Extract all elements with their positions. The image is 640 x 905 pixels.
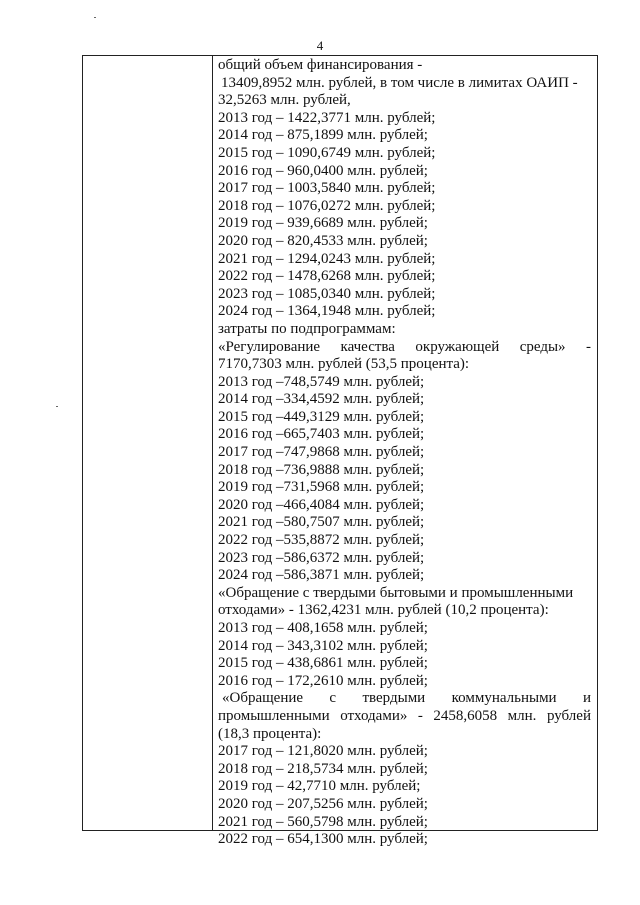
title-word: отходами»	[340, 707, 408, 724]
table-right-cell	[213, 56, 597, 848]
year-line: 2015 год – 1090,6749 млн. рублей;	[218, 144, 436, 161]
title-word: окружающей	[415, 338, 500, 355]
year-line: 2019 год – 42,7710 млн. рублей;	[218, 778, 421, 795]
title-word: с	[329, 690, 337, 707]
title-word: млн.	[507, 707, 537, 724]
title-word: твердыми	[362, 690, 426, 707]
year-line: 2020 год – 207,5256 млн. рублей;	[218, 795, 428, 812]
subprograms-heading: затраты по подпрограммам:	[218, 320, 396, 337]
title-word: «Обращение	[222, 690, 304, 707]
year-line: 2022 год – 1478,6268 млн. рублей;	[218, 268, 436, 285]
year-line: 2019 год – 939,6689 млн. рублей;	[218, 215, 428, 232]
document-table	[82, 55, 598, 848]
year-line: 2015 год –449,3129 млн. рублей;	[218, 408, 425, 425]
text-line: 32,5263 млн. рублей,	[218, 92, 351, 109]
year-line: 2018 год – 1076,0272 млн. рублей;	[218, 197, 436, 214]
year-line: 2018 год –736,9888 млн. рублей;	[218, 461, 425, 478]
page-number: 4	[316, 38, 324, 53]
year-line: 2023 год –586,6372 млн. рублей;	[218, 549, 425, 566]
table-left-cell	[83, 56, 212, 830]
year-line: 2022 год – 654,1300 млн. рублей;	[218, 831, 428, 848]
year-line: 2013 год – 1422,3771 млн. рублей;	[218, 109, 436, 126]
year-line: 2015 год – 438,6861 млн. рублей;	[218, 655, 428, 672]
year-line: 2014 год – 343,3102 млн. рублей;	[218, 637, 428, 654]
year-line: 2016 год –665,7403 млн. рублей;	[218, 426, 425, 443]
year-line: 2018 год – 218,5734 млн. рублей;	[218, 760, 428, 777]
year-line: 2013 год –748,5749 млн. рублей;	[218, 373, 425, 390]
subprogram-title: «Обращение с твердыми бытовыми и промышленными	[218, 584, 574, 601]
title-word: рублей	[546, 707, 591, 724]
title-word: 2458,6058	[433, 707, 498, 724]
text-line: 13409,8952 млн. рублей, в том числе в лимитах ОАИП -	[221, 74, 578, 91]
year-line: 2013 год – 408,1658 млн. рублей;	[218, 620, 428, 636]
year-line: 2024 год –586,3871 млн. рублей;	[218, 567, 425, 584]
year-line: 2014 год –334,4592 млн. рублей;	[218, 391, 425, 408]
year-line: 2022 год –535,8872 млн. рублей;	[218, 532, 425, 549]
subprogram-title	[218, 339, 591, 357]
subprogram-title	[218, 690, 591, 708]
title-word: -	[417, 707, 423, 724]
title-word: коммунальными	[451, 690, 557, 707]
year-line: 2021 год – 560,5798 млн. рублей;	[218, 813, 428, 830]
scan-mark	[94, 17, 96, 18]
year-line: 2021 год – 1294,0243 млн. рублей;	[218, 250, 436, 267]
subprogram-total: 7170,7303 млн. рублей (53,5 процента):	[218, 356, 470, 373]
text-line: общий объем финансирования -	[218, 57, 423, 73]
title-word: качества	[340, 338, 395, 355]
year-line: 2016 год – 172,2610 млн. рублей;	[218, 672, 428, 689]
subprogram-total: (18,3 процента):	[218, 725, 322, 742]
year-line: 2020 год – 820,4533 млн. рублей;	[218, 232, 428, 249]
year-line: 2016 год – 960,0400 млн. рублей;	[218, 162, 428, 179]
title-word: «Регулирование	[218, 338, 321, 355]
year-line: 2019 год –731,5968 млн. рублей;	[218, 479, 425, 496]
title-word: и	[582, 690, 591, 707]
year-line: 2017 год – 1003,5840 млн. рублей;	[218, 180, 436, 197]
year-line: 2014 год – 875,1899 млн. рублей;	[218, 127, 428, 144]
year-line: 2020 год –466,4084 млн. рублей;	[218, 496, 425, 513]
year-line: 2024 год – 1364,1948 млн. рублей;	[218, 303, 436, 320]
year-line: 2023 год – 1085,0340 млн. рублей;	[218, 285, 436, 302]
year-line: 2021 год –580,7507 млн. рублей;	[218, 514, 425, 531]
title-word: -	[585, 338, 591, 355]
subprogram-total: отходами» - 1362,4231 млн. рублей (10,2 процента):	[218, 602, 549, 619]
title-word: среды»	[519, 338, 566, 355]
year-line: 2017 год – 121,8020 млн. рублей;	[218, 743, 428, 760]
scan-mark	[56, 406, 58, 407]
year-line: 2017 год –747,9868 млн. рублей;	[218, 444, 425, 461]
title-word: промышленными	[218, 707, 330, 724]
subprogram-title	[218, 708, 591, 726]
